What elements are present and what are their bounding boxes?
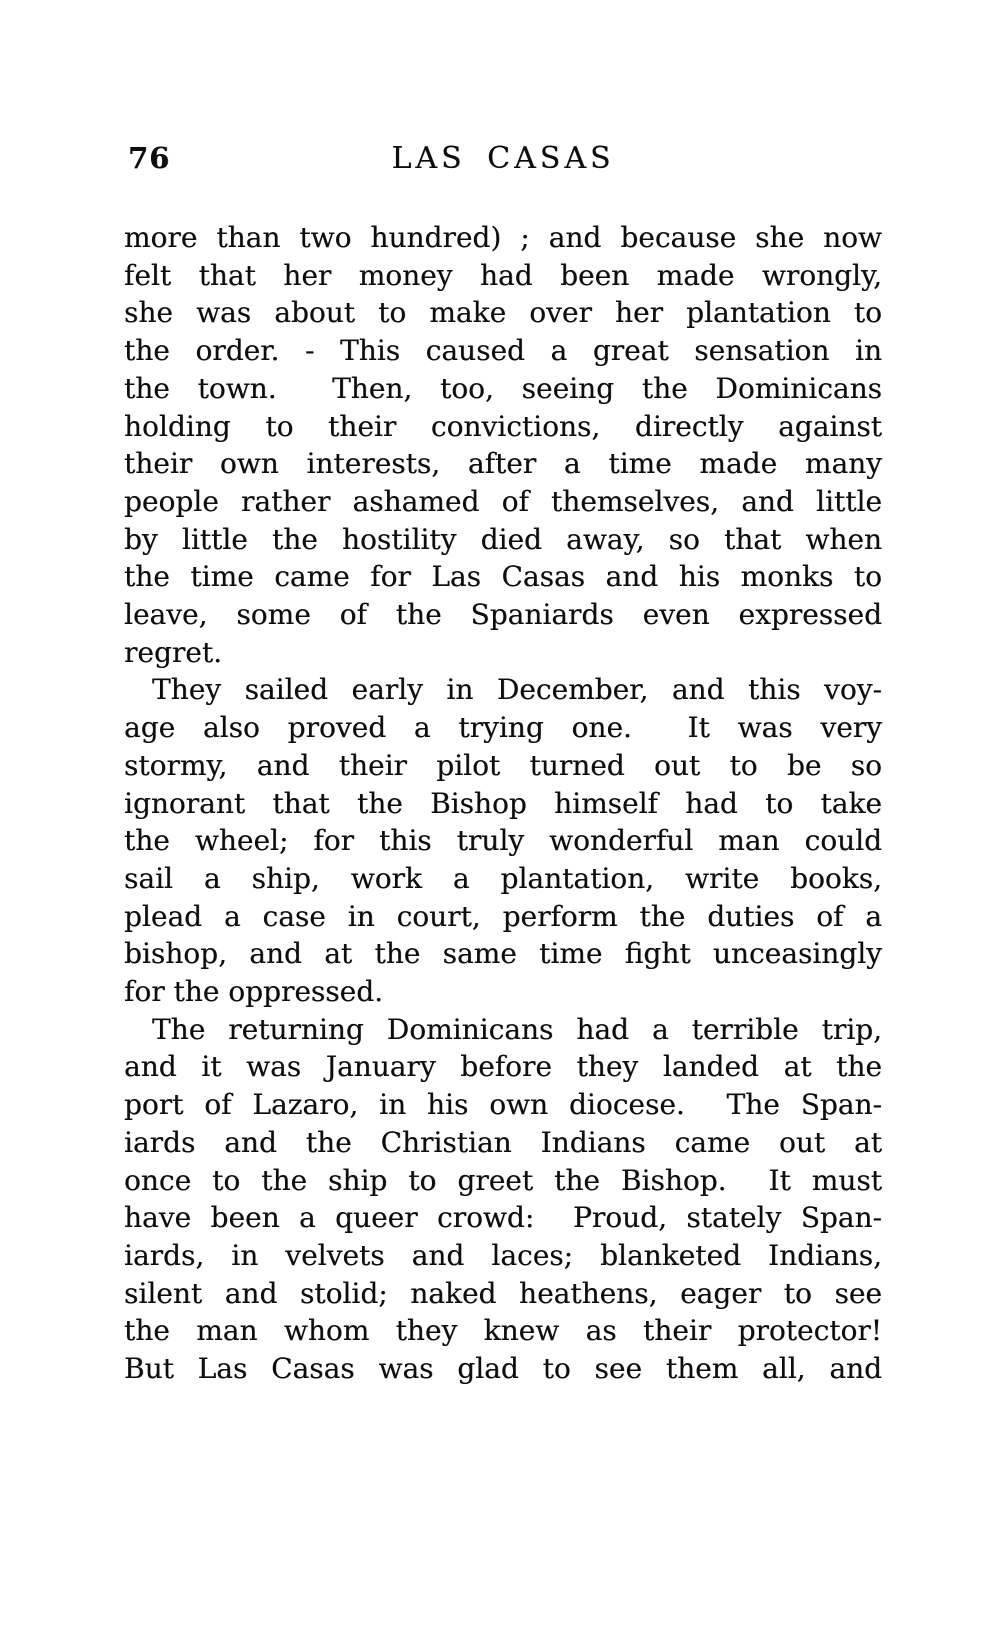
- text-line: regret.: [124, 635, 222, 669]
- text-line: iards, in velvets and laces; blanketed Indians,: [124, 1238, 882, 1272]
- text-line: They sailed early in December, and this voy-: [152, 673, 882, 707]
- text-line: age also proved a trying one. It was very: [124, 711, 882, 745]
- text-line: once to the ship to greet the Bishop. It must: [124, 1163, 882, 1197]
- text-line: sail a ship, work a plantation, write books,: [124, 861, 882, 895]
- text-line: by little the hostility died away, so that when: [124, 522, 882, 556]
- text-line: people rather ashamed of themselves, and little: [124, 484, 882, 518]
- text-line: iards and the Christian Indians came out at: [124, 1125, 882, 1159]
- text-line: and it was January before they landed at the: [124, 1050, 882, 1084]
- text-line: port of Lazaro, in his own diocese. The Span-: [124, 1088, 882, 1122]
- text-line: bishop, and at the same time fight unceasingly: [124, 937, 882, 971]
- text-line: have been a queer crowd: Proud, stately Span-: [124, 1201, 882, 1235]
- text-line: stormy, and their pilot turned out to be so: [124, 748, 882, 782]
- text-line: she was about to make over her plantation to: [124, 296, 882, 330]
- text-line: But Las Casas was glad to see them all, and: [124, 1352, 882, 1386]
- text-line: holding to their convictions, directly against: [124, 409, 882, 443]
- text-line: The returning Dominicans had a terrible trip,: [152, 1012, 882, 1046]
- page-number: 76: [128, 141, 171, 175]
- running-title: LAS CASAS: [391, 141, 615, 176]
- text-line: their own interests, after a time made many: [124, 447, 882, 481]
- text-line: ignorant that the Bishop himself had to take: [124, 786, 882, 820]
- text-line: the town. Then, too, seeing the Dominicans: [124, 371, 882, 405]
- text-line: the order. - This caused a great sensation in: [124, 334, 882, 368]
- text-line: the wheel; for this truly wonderful man could: [124, 824, 882, 858]
- text-line: silent and stolid; naked heathens, eager to see: [124, 1276, 882, 1310]
- text-line: leave, some of the Spaniards even expressed: [124, 598, 882, 632]
- text-line: more than two hundred) ; and because she now: [124, 221, 882, 254]
- page-header: [124, 141, 882, 181]
- text-line: felt that her money had been made wrongly,: [124, 258, 882, 292]
- text-line: the time came for Las Casas and his monks to: [124, 560, 882, 594]
- page-body: [124, 219, 882, 1388]
- text-line: the man whom they knew as their protector!: [124, 1314, 882, 1348]
- text-line: for the oppressed.: [124, 975, 384, 1009]
- text-line: plead a case in court, perform the duties of a: [124, 899, 882, 933]
